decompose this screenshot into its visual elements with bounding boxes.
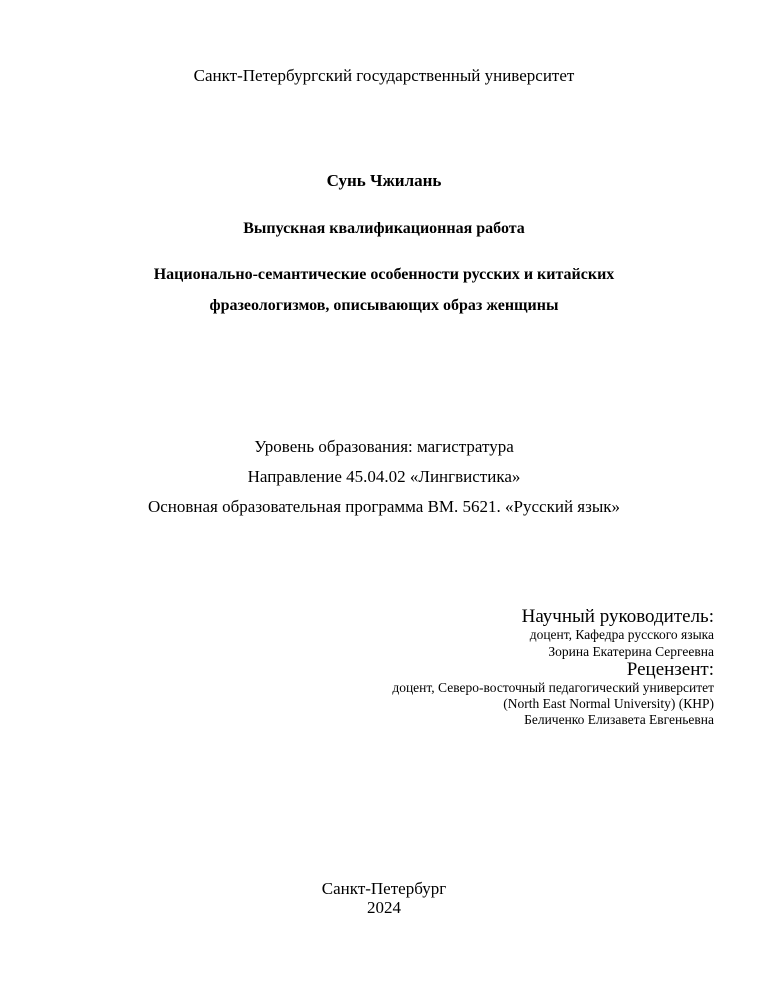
supervisor-heading: Научный руководитель: (521, 606, 714, 627)
reviewer-heading: Рецензент: (626, 659, 714, 680)
supervisor-position: доцент, Кафедра русского языка (529, 627, 714, 642)
reviewer-position: доцент, Северо-восточный педагогический университет (392, 680, 714, 695)
study-direction: Направление 45.04.02 «Лингвистика» (247, 467, 521, 486)
education-level: Уровень образования: магистратура (254, 437, 514, 456)
work-type: Выпускная квалификационная работа (243, 220, 525, 237)
reviewer-name: Беличенко Елизавета Евгеньевна (524, 712, 714, 727)
reviewer-affiliation: (North East Normal University) (КНР) (503, 696, 714, 711)
year: 2024 (367, 898, 401, 917)
author-name: Сунь Чжилань (326, 171, 442, 190)
city: Санкт-Петербург (321, 879, 447, 898)
supervisor-name: Зорина Екатерина Сергеевна (548, 644, 714, 659)
work-title-line-1: Национально-семантические особенности русских и китайских (153, 266, 615, 283)
university-name: Санкт-Петербургский государственный университет (193, 66, 575, 85)
work-title-line-2: фразеологизмов, описывающих образ женщины (209, 297, 559, 314)
educational-program: Основная образовательная программа ВМ. 5621. «Русский язык» (147, 497, 621, 516)
